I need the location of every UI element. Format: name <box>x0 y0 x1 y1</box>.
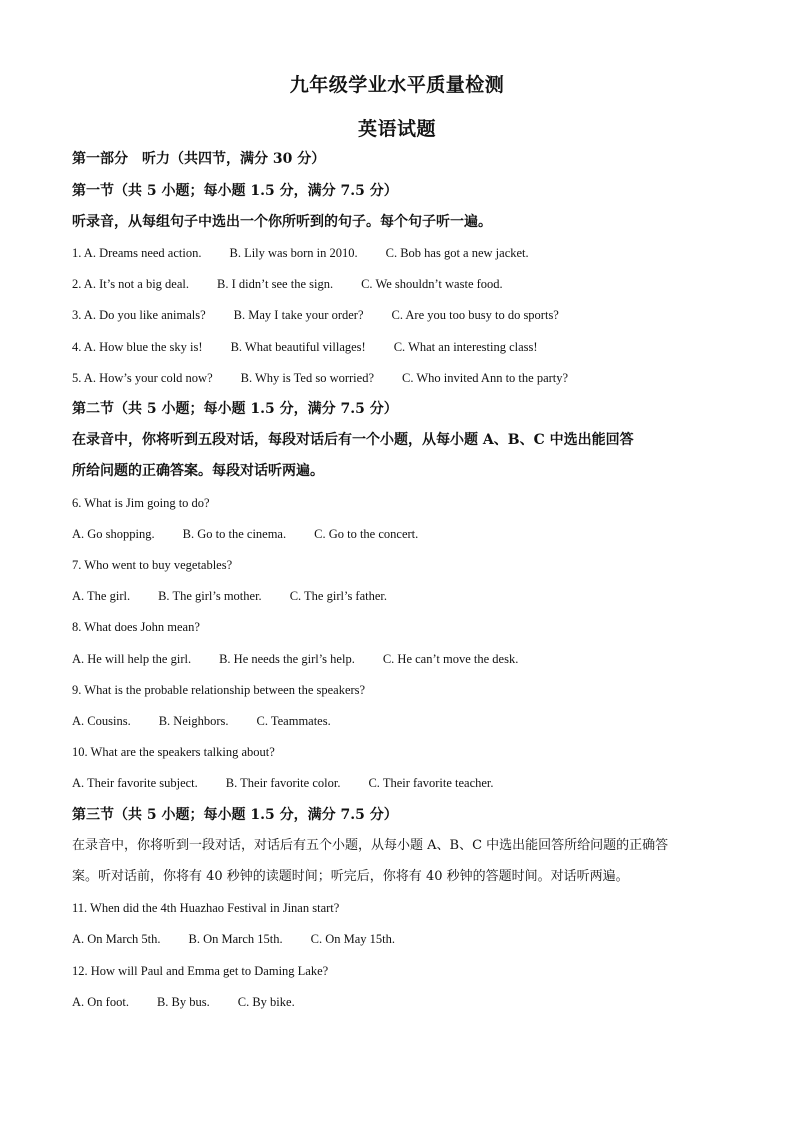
part1-heading: 第一部分 听力（共四节，满分 30 分） <box>72 151 326 167</box>
option-b: B. On March 15th. <box>188 932 283 946</box>
option-c: C. Bob has got a new jacket. <box>385 246 529 260</box>
option-a: A. He will help the girl. <box>72 652 192 666</box>
question-7-stem: 7. Who went to buy vegetables? <box>72 558 233 572</box>
question-8-stem: 8. What does John mean? <box>72 620 200 634</box>
exam-title: 九年级学业水平质量检测 <box>289 74 505 96</box>
option-a: A. Their favorite subject. <box>72 776 198 790</box>
option-b: B. May I take your order? <box>233 308 364 322</box>
question-4 <box>72 338 722 356</box>
option-b: B. Lily was born in 2010. <box>229 246 358 260</box>
section1-heading: 第一节（共 5 小题；每小题 1.5 分，满分 7.5 分） <box>72 183 398 199</box>
option-b: B. Why is Ted so worried? <box>240 371 374 385</box>
question-11-stem: 11. When did the 4th Huazhao Festival in Jinan start? <box>72 901 340 915</box>
option-c: C. He can’t move the desk. <box>382 652 519 666</box>
option-a: 4. A. How blue the sky is! <box>72 340 203 354</box>
question-3 <box>72 306 722 324</box>
option-a: 1. A. Dreams need action. <box>72 246 202 260</box>
option-b: B. Their favorite color. <box>225 776 341 790</box>
option-b: B. Go to the cinema. <box>182 527 287 541</box>
option-a: A. The girl. <box>72 589 131 603</box>
option-a: A. On March 5th. <box>72 932 161 946</box>
option-b: B. The girl’s mother. <box>158 589 262 603</box>
option-b: B. He needs the girl’s help. <box>219 652 355 666</box>
question-6-stem: 6. What is Jim going to do? <box>72 496 210 510</box>
option-c: C. By bike. <box>237 995 295 1009</box>
question-11-options <box>72 930 722 948</box>
question-10-options <box>72 774 722 792</box>
question-1 <box>72 244 722 262</box>
option-a: A. Go shopping. <box>72 527 155 541</box>
section2-instruction-line2: 所给问题的正确答案。每段对话听两遍。 <box>72 463 324 479</box>
option-c: C. Are you too busy to do sports? <box>391 308 559 322</box>
question-5 <box>72 369 722 387</box>
section3-instruction-line1: 在录音中，你将听到一段对话，对话后有五个小题，从每小题 A、B、C 中选出能回答所给问题的正确答 <box>72 838 669 853</box>
option-b: B. I didn’t see the sign. <box>217 277 334 291</box>
option-c: C. What an interesting class! <box>393 340 538 354</box>
option-c: C. Their favorite teacher. <box>368 776 494 790</box>
question-7-options <box>72 587 722 605</box>
section2-heading: 第二节（共 5 小题；每小题 1.5 分，满分 7.5 分） <box>72 401 398 417</box>
section3-heading: 第三节（共 5 小题；每小题 1.5 分，满分 7.5 分） <box>72 807 398 823</box>
section2-instruction-line1: 在录音中，你将听到五段对话，每段对话后有一个小题，从每小题 A、B、C 中选出能回答 <box>72 432 634 448</box>
question-2 <box>72 275 722 293</box>
option-a: 2. A. It’s not a big deal. <box>72 277 189 291</box>
option-c: C. Teammates. <box>256 714 331 728</box>
option-b: B. Neighbors. <box>158 714 229 728</box>
question-12-stem: 12. How will Paul and Emma get to Daming Lake? <box>72 964 329 978</box>
option-a: 3. A. Do you like animals? <box>72 308 206 322</box>
question-8-options <box>72 650 722 668</box>
option-c: C. On May 15th. <box>310 932 395 946</box>
question-12-options <box>72 993 722 1011</box>
option-a: A. On foot. <box>72 995 129 1009</box>
option-c: C. Who invited Ann to the party? <box>402 371 569 385</box>
option-a: 5. A. How’s your cold now? <box>72 371 213 385</box>
question-6-options <box>72 525 722 543</box>
option-b: B. By bus. <box>156 995 210 1009</box>
section3-instruction-line2: 案。听对话前，你将有 40 秒钟的读题时间；听完后，你将有 40 秒钟的答题时间。对话听两遍。 <box>72 869 629 884</box>
question-9-options <box>72 712 722 730</box>
option-b: B. What beautiful villages! <box>230 340 366 354</box>
option-c: C. The girl’s father. <box>289 589 388 603</box>
question-9-stem: 9. What is the probable relationship between the speakers? <box>72 683 366 697</box>
option-c: C. Go to the concert. <box>314 527 419 541</box>
option-a: A. Cousins. <box>72 714 131 728</box>
exam-subtitle: 英语试题 <box>357 118 436 140</box>
section1-instruction: 听录音，从每组句子中选出一个你所听到的句子。每个句子听一遍。 <box>72 214 492 230</box>
question-10-stem: 10. What are the speakers talking about? <box>72 745 275 759</box>
option-c: C. We shouldn’t waste food. <box>361 277 503 291</box>
